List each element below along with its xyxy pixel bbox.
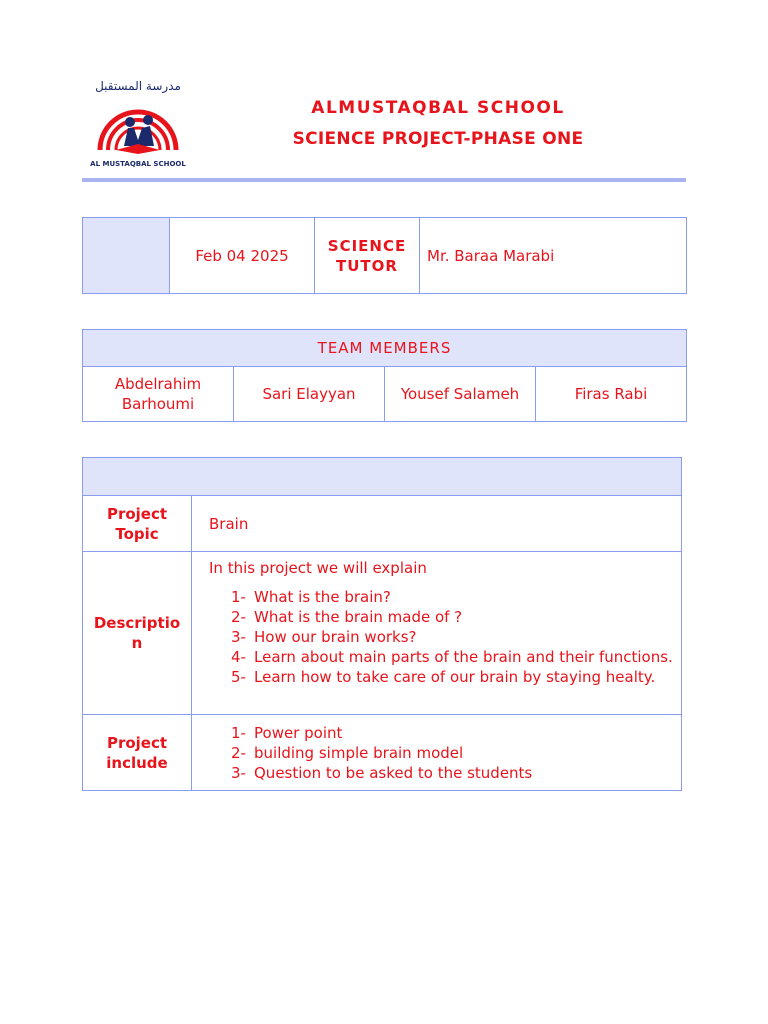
description-cell xyxy=(192,552,682,715)
team-header: TEAM MEMBERS xyxy=(83,330,687,367)
logo-english-text: AL MUSTAQBAL SCHOOL xyxy=(90,160,186,168)
tutor-name: Mr. Baraa Marabi xyxy=(420,218,687,294)
school-logo xyxy=(86,70,190,174)
subject-label: SCIENCE TUTOR xyxy=(315,218,420,294)
include-list xyxy=(209,723,681,783)
list-item: 3- How our brain works? xyxy=(231,628,417,646)
team-member: Abdelrahim Barhoumi xyxy=(83,367,234,422)
header-divider xyxy=(82,178,686,182)
description-label: Description xyxy=(83,552,192,715)
include-cell xyxy=(192,715,682,791)
blank-cell xyxy=(83,218,170,294)
description-intro: In this project we will explain xyxy=(209,559,427,577)
list-item: 1- What is the brain? xyxy=(231,588,391,606)
team-member: Firas Rabi xyxy=(536,367,687,422)
include-label: Project include xyxy=(83,715,192,791)
team-member: Sari Elayyan xyxy=(234,367,385,422)
description-list xyxy=(209,587,681,687)
list-item: 4- Learn about main parts of the brain and their functions. xyxy=(231,648,673,666)
list-item: 1- Power point xyxy=(231,723,343,742)
team-member: Yousef Salameh xyxy=(385,367,536,422)
date-cell: Feb 04 2025 xyxy=(170,218,315,294)
list-item: 2- What is the brain made of ? xyxy=(231,608,463,626)
list-item: 5- Learn how to take care of our brain by staying healty. xyxy=(231,668,656,686)
project-title: SCIENCE PROJECT-PHASE ONE xyxy=(292,129,584,149)
project-header xyxy=(83,458,682,496)
logo-arabic-text: مدرسة المستقبل xyxy=(95,79,181,93)
list-item: 2- building simple brain model xyxy=(231,743,464,762)
topic-value: Brain xyxy=(192,496,682,552)
list-item: 3- Question to be asked to the students xyxy=(231,763,533,782)
team-table xyxy=(82,329,687,422)
info-table xyxy=(82,217,687,294)
topic-label: Project Topic xyxy=(83,496,192,552)
school-name: ALMUSTAQBAL SCHOOL xyxy=(311,98,565,118)
project-table xyxy=(82,457,682,791)
